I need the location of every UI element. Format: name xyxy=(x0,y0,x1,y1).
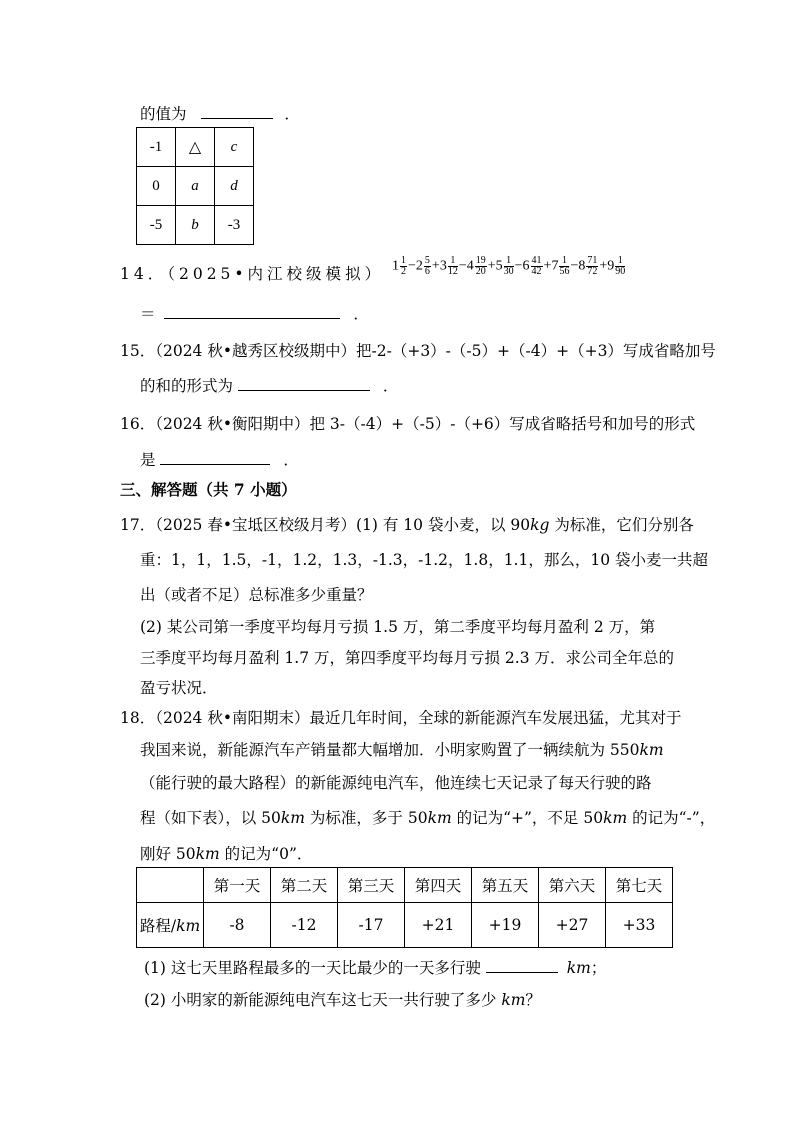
q13-period: ． xyxy=(284,105,300,123)
q18-unit: km xyxy=(427,809,452,827)
q14-whole: 1 xyxy=(392,258,399,274)
q15-line2 xyxy=(140,374,398,396)
table-cell: -17 xyxy=(338,903,405,948)
q14-fraction xyxy=(559,256,569,277)
q18-line2 xyxy=(140,738,664,760)
grid-cell: b xyxy=(176,206,215,245)
q18-unit: km xyxy=(501,991,526,1009)
q14-equals: ＝ xyxy=(140,305,156,323)
row-label-unit: km xyxy=(176,917,201,935)
q18-text: 我国来说，新能源汽车产销量都大幅增加．小明家购置了一辆续航为 550 xyxy=(140,741,640,759)
q14-numerator: 71 xyxy=(587,255,598,266)
grid-cell: a xyxy=(176,167,215,206)
table-header-cell: 第四天 xyxy=(405,868,472,903)
q14-fraction xyxy=(504,256,514,277)
q16-prompt: 是 xyxy=(140,451,156,469)
q18-line3: （能行驶的最大路程）的新能源纯电汽车，他连续七天记录了每天行驶的路 xyxy=(140,774,652,792)
table-header-row xyxy=(137,868,673,903)
q14-denominator: 42 xyxy=(531,266,542,277)
table-cell: +27 xyxy=(539,903,606,948)
q17-line4: (2) 某公司第一季度平均每月亏损 1.5 万，第二季度平均每月盈利 2 万，第 xyxy=(140,618,656,636)
q14-whole: 5 xyxy=(495,258,503,274)
q18-line1: 18．（2024 秋•南阳期末）最近几年时间，全球的新能源汽车发展迅猛，尤其对于 xyxy=(120,709,682,727)
q18-unit: km xyxy=(566,959,591,977)
q15-line1: 15．（2024 秋•越秀区校级期中）把-2-（+3）-（-5）+（-4）+（+3）写成省略加号 xyxy=(120,342,716,360)
table-cell: +21 xyxy=(405,903,472,948)
q14-sign: − xyxy=(408,258,416,274)
q18-sub1-blank[interactable] xyxy=(486,958,558,973)
grid-row xyxy=(137,167,254,206)
q14-sign: − xyxy=(514,258,523,274)
q14-answer-blank[interactable] xyxy=(164,304,340,319)
q14-numerator: 1 xyxy=(448,256,458,267)
table-header-cell: 第六天 xyxy=(539,868,606,903)
row-label-text: 路程/ xyxy=(139,917,177,935)
q16-period: ． xyxy=(283,451,299,469)
q17-text: 17．（2025 春•宝坻区校级月考）(1) 有 10 袋小麦，以 90 xyxy=(120,516,531,534)
table-header-cell: 第一天 xyxy=(204,868,271,903)
q14-whole: 8 xyxy=(578,258,586,274)
q14-denominator: 72 xyxy=(587,266,598,277)
q13-magic-square xyxy=(136,127,254,245)
q16-line1: 16．（2024 秋•衡阳期中）把 3-（-4）+（-5）-（+6）写成省略括号和加号的形式 xyxy=(120,415,696,433)
q14-numerator: 1 xyxy=(504,256,514,267)
grid-cell: 0 xyxy=(137,167,176,206)
q18-distance-table xyxy=(136,867,673,948)
table-header-cell: 第七天 xyxy=(606,868,673,903)
q14-fraction xyxy=(424,256,431,277)
q14-denominator: 2 xyxy=(401,266,406,277)
q14-numerator: 1 xyxy=(615,256,625,267)
q17-unit: kg xyxy=(530,516,550,534)
q17-line1 xyxy=(120,513,694,535)
q14-fraction xyxy=(475,256,487,277)
grid-row xyxy=(137,206,254,245)
q14-numerator: 19 xyxy=(475,255,486,266)
q18-line5 xyxy=(140,842,312,864)
table-cell: +33 xyxy=(606,903,673,948)
table-cell: -12 xyxy=(271,903,338,948)
q17-line3: 出（或者不足）总标准多少重量？ xyxy=(140,586,373,604)
q18-text: 为标准，多于 50 xyxy=(305,809,428,827)
table-header-cell: 第三天 xyxy=(338,868,405,903)
q14-period: ． xyxy=(353,305,369,323)
q14-sign: − xyxy=(570,258,579,274)
q14-denominator: 12 xyxy=(447,266,458,277)
q14-sign: + xyxy=(543,258,552,274)
q14-whole: 3 xyxy=(439,258,447,274)
triangle-cell: △ xyxy=(176,128,215,167)
grid-cell: -3 xyxy=(215,206,254,245)
q18-line4 xyxy=(140,806,715,828)
q13-value-line xyxy=(140,102,300,124)
q14-whole: 4 xyxy=(466,258,474,274)
q18-unit: km xyxy=(639,741,664,759)
grid-cell: c xyxy=(215,128,254,167)
q14-answer-line xyxy=(140,302,369,324)
grid-row xyxy=(137,128,254,167)
table-header-cell xyxy=(137,868,204,903)
q18-sub1-tail: ； xyxy=(590,959,607,977)
q14-denominator: 90 xyxy=(615,266,626,277)
q13-value-text: 的值为 xyxy=(140,105,187,123)
q14-fraction xyxy=(448,256,458,277)
grid-cell: -1 xyxy=(137,128,176,167)
table-header-cell: 第五天 xyxy=(472,868,539,903)
q17-line5: 三季度平均每月盈利 1.7 万，第四季度平均每月亏损 2.3 万．求公司全年总的 xyxy=(140,649,675,667)
q18-unit: km xyxy=(195,845,220,863)
q14-numerator: 5 xyxy=(424,255,430,266)
q14-fraction xyxy=(615,256,625,277)
q18-unit: km xyxy=(280,809,305,827)
q14-denominator: 56 xyxy=(559,266,570,277)
section-heading: 三、解答题（共 7 小题） xyxy=(120,480,297,499)
q18-text: 程（如下表），以 50 xyxy=(140,809,281,827)
q18-text: 的记为“0”． xyxy=(219,845,313,863)
q14-sign: + xyxy=(431,258,440,274)
q18-text: 刚好 50 xyxy=(140,845,196,863)
q14-numerator: 1 xyxy=(559,256,569,267)
q18-sub2 xyxy=(144,988,541,1010)
q18-sub2-tail: ？ xyxy=(525,991,541,1009)
q14-expression xyxy=(392,256,626,277)
q14-numerator: 41 xyxy=(531,255,542,266)
table-header-cell: 第二天 xyxy=(271,868,338,903)
q14-whole: 9 xyxy=(607,258,615,274)
q15-prompt: 的和的形式为 xyxy=(140,377,234,395)
q14-fraction xyxy=(531,256,543,277)
q14-whole: 2 xyxy=(415,258,423,274)
grid-cell: -5 xyxy=(137,206,176,245)
q16-answer-blank[interactable] xyxy=(160,450,270,465)
q15-answer-blank[interactable] xyxy=(238,376,370,391)
q14-denominator: 30 xyxy=(503,266,514,277)
q18-text: 的记为“+”，不足 50 xyxy=(451,809,604,827)
q18-sub1 xyxy=(144,956,606,978)
q17-line2: 重：1，1，1.5，-1，1.2，1.3，-1.3，-1.2，1.8，1.1，那么，10 袋小麦一共超 xyxy=(140,551,708,569)
row-label-cell xyxy=(137,903,204,948)
q15-period: ． xyxy=(382,377,399,395)
q14-whole: 6 xyxy=(522,258,530,274)
q14-prefix: 14．（2025•内江校级模拟） xyxy=(120,265,385,283)
q18-sub2-text: (2) 小明家的新能源纯电汽车这七天一共行驶了多少 xyxy=(144,991,502,1009)
q13-answer-blank[interactable] xyxy=(201,104,273,119)
q18-sub1-text: (1) 这七天里路程最多的一天比最少的一天多行驶 xyxy=(144,959,481,977)
q14-fraction xyxy=(400,256,407,277)
q14-denominator: 6 xyxy=(424,266,430,277)
table-row xyxy=(137,903,673,948)
q14-denominator: 20 xyxy=(475,266,486,277)
q17-text: 为标准，它们分别各 xyxy=(549,516,694,534)
q14-fraction xyxy=(586,256,598,277)
table-cell: +19 xyxy=(472,903,539,948)
grid-cell: d xyxy=(215,167,254,206)
q17-line6: 盈亏状况． xyxy=(140,679,218,697)
q14-numerator: 1 xyxy=(401,255,406,266)
q14-sign: + xyxy=(599,258,608,274)
q16-line2 xyxy=(140,448,299,470)
q14-sign: + xyxy=(487,258,496,274)
q18-text: 的记为“-”， xyxy=(627,809,716,827)
q14-sign: − xyxy=(458,258,467,274)
table-cell: -8 xyxy=(204,903,271,948)
q14-whole: 7 xyxy=(551,258,559,274)
q18-unit: km xyxy=(603,809,628,827)
